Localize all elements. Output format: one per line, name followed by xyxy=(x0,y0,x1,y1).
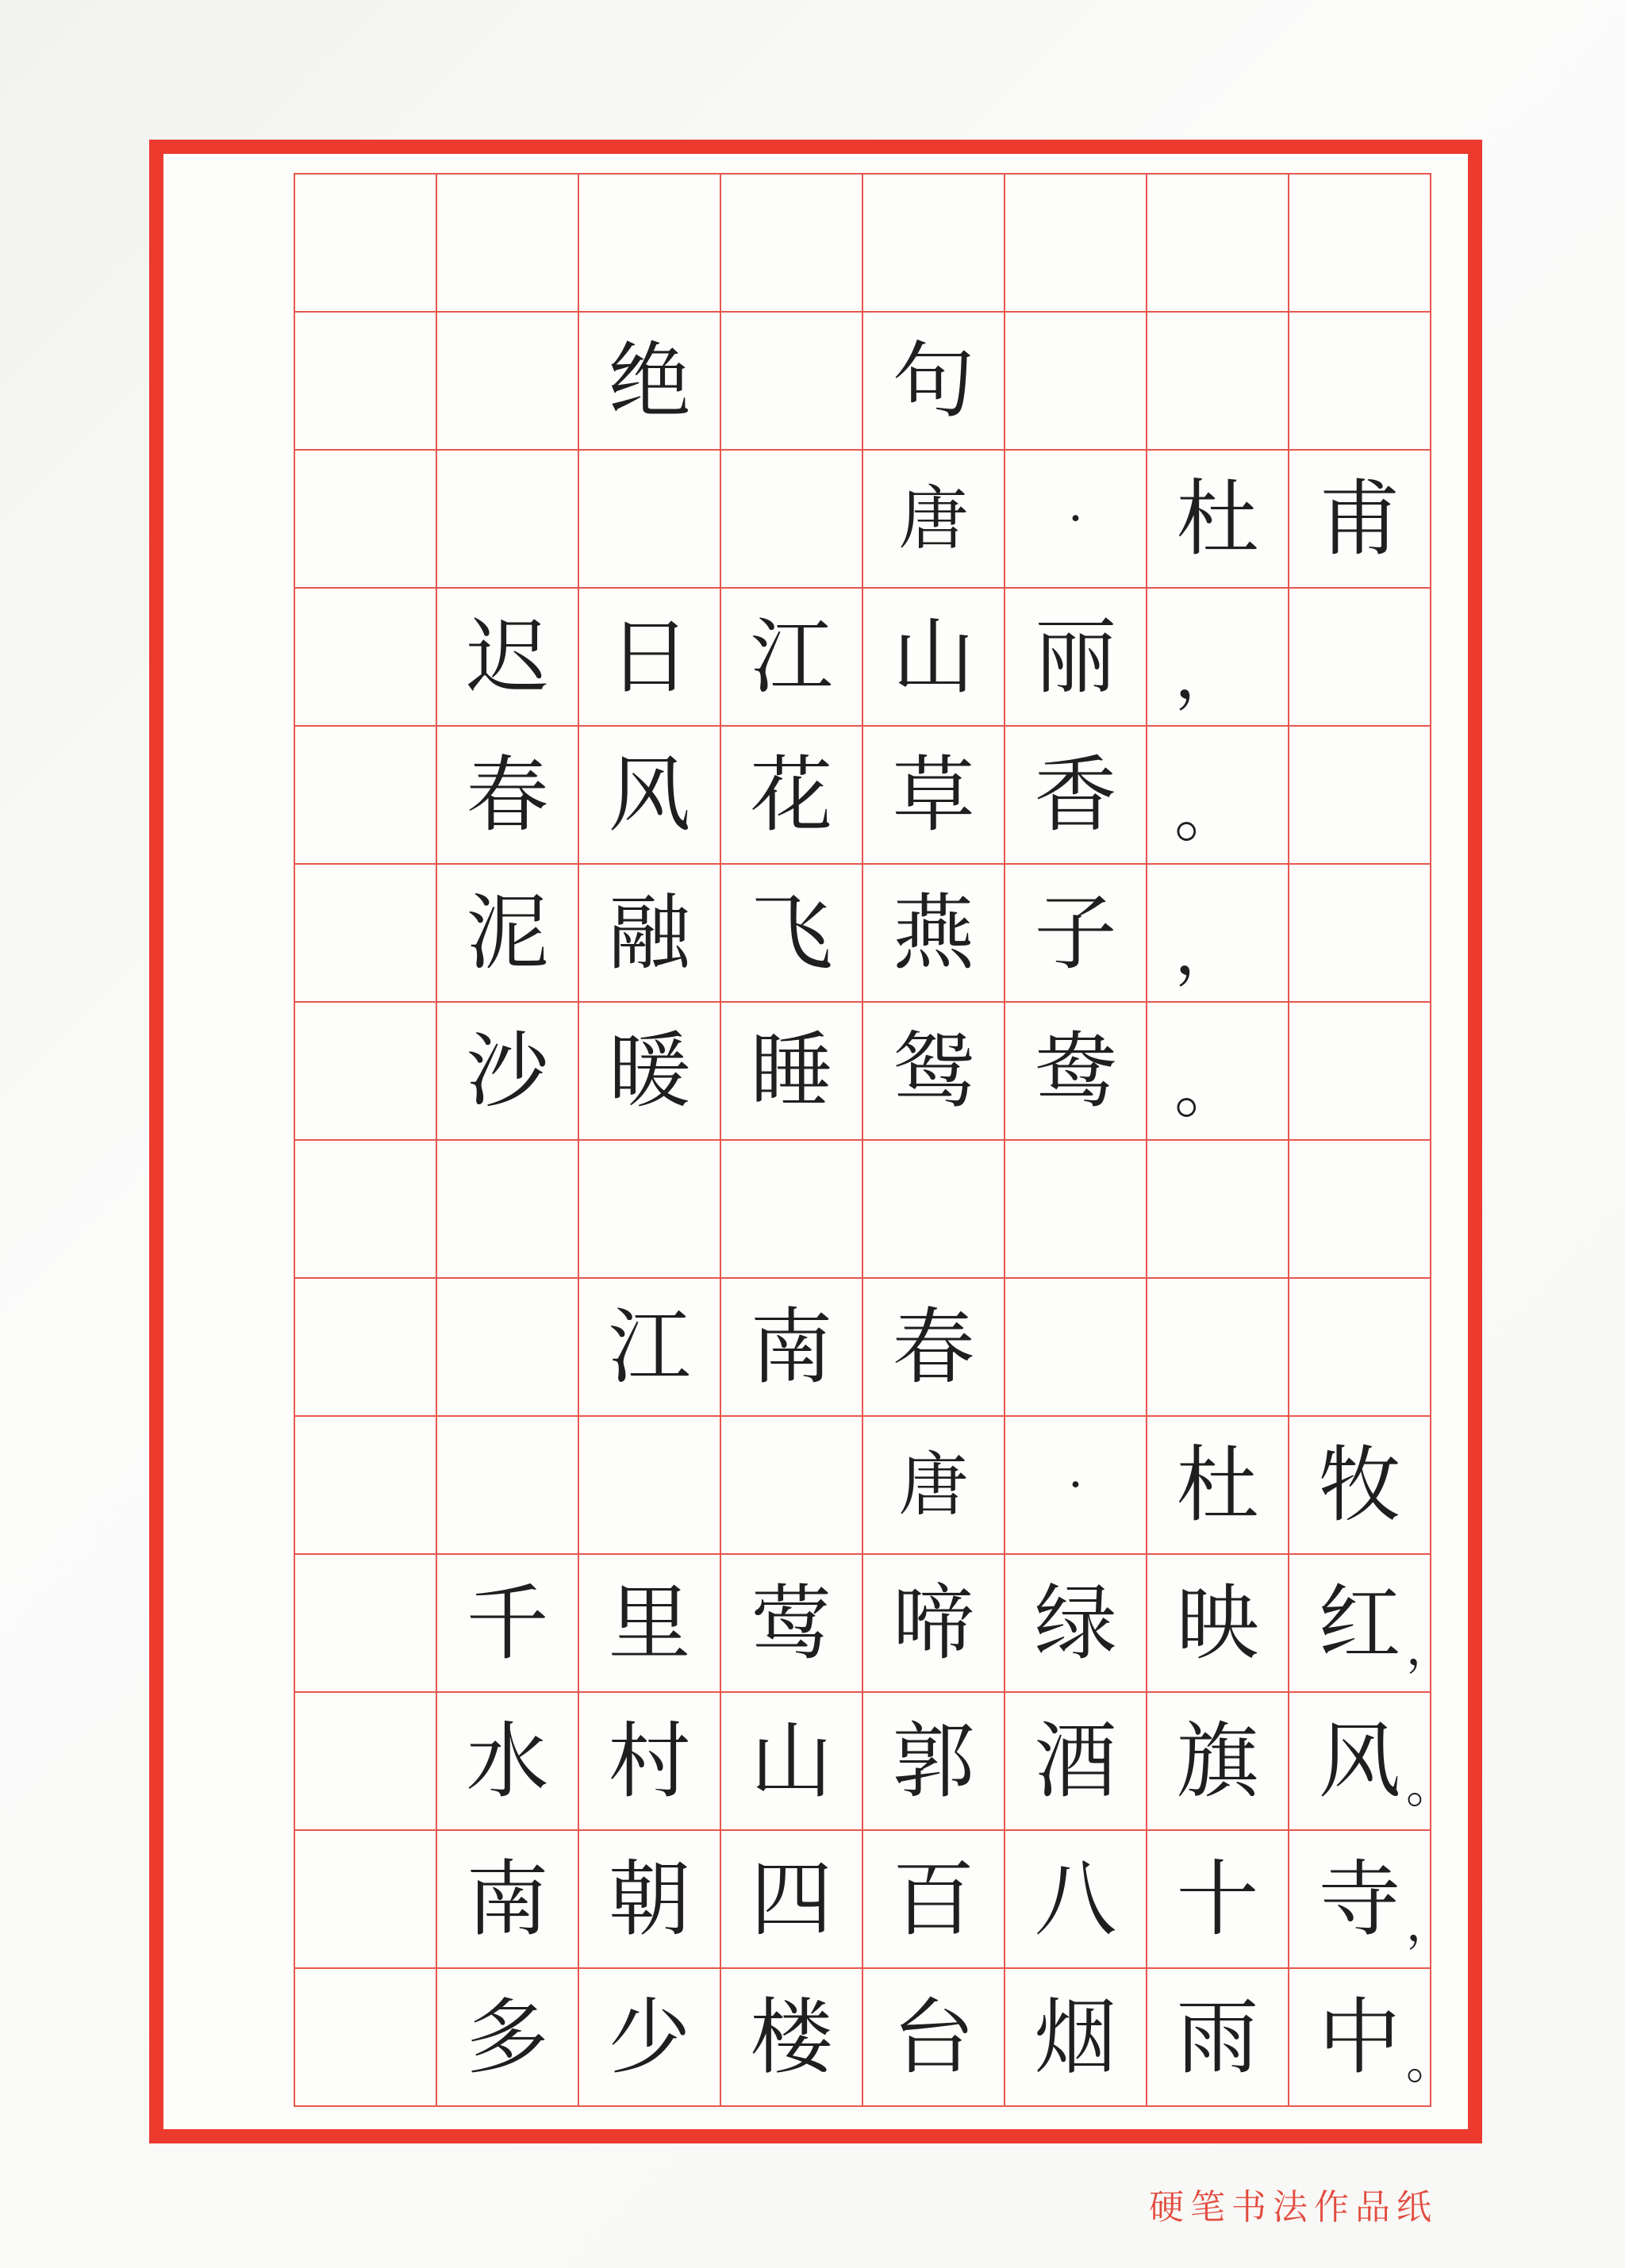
grid-char: 句 xyxy=(863,313,1005,451)
grid-cell xyxy=(721,1141,863,1279)
grid-char: ， xyxy=(1147,589,1289,727)
grid-cell xyxy=(295,1417,437,1555)
grid-char: 日 xyxy=(579,589,721,727)
grid-char: 水 xyxy=(437,1693,579,1831)
grid-cell xyxy=(721,313,863,451)
grid-char: 唐 xyxy=(863,1417,1005,1555)
grid-cell xyxy=(1289,313,1431,451)
grid-cell xyxy=(1289,589,1431,727)
grid-char: 绝 xyxy=(579,313,721,451)
grid-cell xyxy=(295,589,437,727)
writing-grid xyxy=(294,173,1454,2107)
paper-brand-label: 硬笔书法作品纸 xyxy=(1149,2187,1438,2228)
grid-char: 春 xyxy=(437,727,579,865)
grid-char: 十 xyxy=(1147,1831,1289,1969)
grid-char: 莺 xyxy=(721,1555,863,1693)
grid-char: 千 xyxy=(437,1555,579,1693)
grid-cell xyxy=(437,313,579,451)
grid-char: 朝 xyxy=(579,1831,721,1969)
grid-cell xyxy=(579,1417,721,1555)
grid-char: 鸯 xyxy=(1005,1003,1147,1141)
grid-char: 楼 xyxy=(721,1969,863,2107)
grid-cell xyxy=(863,175,1005,313)
grid-char: 迟 xyxy=(437,589,579,727)
grid-char: 鸳 xyxy=(863,1003,1005,1141)
grid-char: 子 xyxy=(1005,865,1147,1003)
line-end-punctuation: 。 xyxy=(1406,1759,1454,1814)
grid-cell xyxy=(295,175,437,313)
grid-cell xyxy=(721,451,863,589)
grid-char: 村 xyxy=(579,1693,721,1831)
grid-cell xyxy=(437,175,579,313)
grid-char: 。 xyxy=(1147,1003,1289,1141)
grid-char: 少 xyxy=(579,1969,721,2107)
grid-cell xyxy=(1005,1141,1147,1279)
grid-char: 融 xyxy=(579,865,721,1003)
grid-cell xyxy=(1289,727,1431,865)
grid-cell xyxy=(295,1831,437,1969)
grid-char: 风 xyxy=(579,727,721,865)
grid-char: 草 xyxy=(863,727,1005,865)
grid-char: 酒 xyxy=(1005,1693,1147,1831)
grid-cell xyxy=(295,451,437,589)
grid-char: 郭 xyxy=(863,1693,1005,1831)
grid-cell xyxy=(1289,1003,1431,1141)
grid-char: 南 xyxy=(721,1279,863,1417)
grid-char: 甫 xyxy=(1289,451,1431,589)
grid-cell xyxy=(579,451,721,589)
grid-char: 燕 xyxy=(863,865,1005,1003)
grid-cell xyxy=(437,1417,579,1555)
grid-cell xyxy=(295,313,437,451)
grid-char: 映 xyxy=(1147,1555,1289,1693)
grid-char: 江 xyxy=(721,589,863,727)
grid-cell xyxy=(295,1693,437,1831)
grid-char: 春 xyxy=(863,1279,1005,1417)
grid-char: 山 xyxy=(721,1693,863,1831)
grid-char: 百 xyxy=(863,1831,1005,1969)
grid-char: 四 xyxy=(721,1831,863,1969)
grid-cell xyxy=(437,451,579,589)
grid-char: 睡 xyxy=(721,1003,863,1141)
grid-char: · xyxy=(1005,1417,1147,1555)
grid-char: ， xyxy=(1147,865,1289,1003)
grid-cell xyxy=(1289,1279,1431,1417)
grid-char: 烟 xyxy=(1005,1969,1147,2107)
line-end-punctuation: ， xyxy=(1406,1897,1454,1952)
grid-char: 江 xyxy=(579,1279,721,1417)
grid-cell xyxy=(579,1141,721,1279)
grid-char: 多 xyxy=(437,1969,579,2107)
grid-cell xyxy=(295,1969,437,2107)
grid-char: 雨 xyxy=(1147,1969,1289,2107)
grid-char: 飞 xyxy=(721,865,863,1003)
grid-char: 唐 xyxy=(863,451,1005,589)
grid-char: 中 。 xyxy=(1289,1969,1431,2107)
grid-char: 风 。 xyxy=(1289,1693,1431,1831)
grid-char: 啼 xyxy=(863,1555,1005,1693)
grid-char: 花 xyxy=(721,727,863,865)
grid-char: 里 xyxy=(579,1555,721,1693)
grid-cell xyxy=(1005,1279,1147,1417)
grid-cell xyxy=(1289,1141,1431,1279)
grid-cell xyxy=(721,1417,863,1555)
grid-cell xyxy=(1147,1141,1289,1279)
grid-cell xyxy=(295,865,437,1003)
grid-cell xyxy=(1289,865,1431,1003)
grid-char: 山 xyxy=(863,589,1005,727)
grid-char: 台 xyxy=(863,1969,1005,2107)
grid-char: 沙 xyxy=(437,1003,579,1141)
grid-char: 旗 xyxy=(1147,1693,1289,1831)
grid-char: 泥 xyxy=(437,865,579,1003)
grid-cell xyxy=(863,1141,1005,1279)
line-end-punctuation: 。 xyxy=(1406,2035,1454,2090)
grid-cell xyxy=(721,175,863,313)
line-end-punctuation: ， xyxy=(1406,1621,1454,1676)
grid-char: 牧 xyxy=(1289,1417,1431,1555)
grid-cell xyxy=(437,1141,579,1279)
grid-cell xyxy=(1005,175,1147,313)
grid-cell xyxy=(295,1555,437,1693)
grid-char: 杜 xyxy=(1147,1417,1289,1555)
grid-cell xyxy=(295,727,437,865)
grid-char: 杜 xyxy=(1147,451,1289,589)
grid-char: 。 xyxy=(1147,727,1289,865)
grid-char: 八 xyxy=(1005,1831,1147,1969)
grid-cell xyxy=(295,1141,437,1279)
grid-cell xyxy=(1147,175,1289,313)
grid-cell xyxy=(1147,1279,1289,1417)
grid-char: 南 xyxy=(437,1831,579,1969)
grid-cell xyxy=(1147,313,1289,451)
grid-char: 绿 xyxy=(1005,1555,1147,1693)
grid-char: 暖 xyxy=(579,1003,721,1141)
grid-char: 寺 ， xyxy=(1289,1831,1431,1969)
grid-cell xyxy=(579,175,721,313)
grid-char: 香 xyxy=(1005,727,1147,865)
grid-char: 红 ， xyxy=(1289,1555,1431,1693)
grid-cell xyxy=(1005,313,1147,451)
grid-char: 丽 xyxy=(1005,589,1147,727)
grid-cell xyxy=(295,1003,437,1141)
grid-char: · xyxy=(1005,451,1147,589)
grid-cell xyxy=(1289,175,1431,313)
grid-cell xyxy=(437,1279,579,1417)
grid-cell xyxy=(295,1279,437,1417)
